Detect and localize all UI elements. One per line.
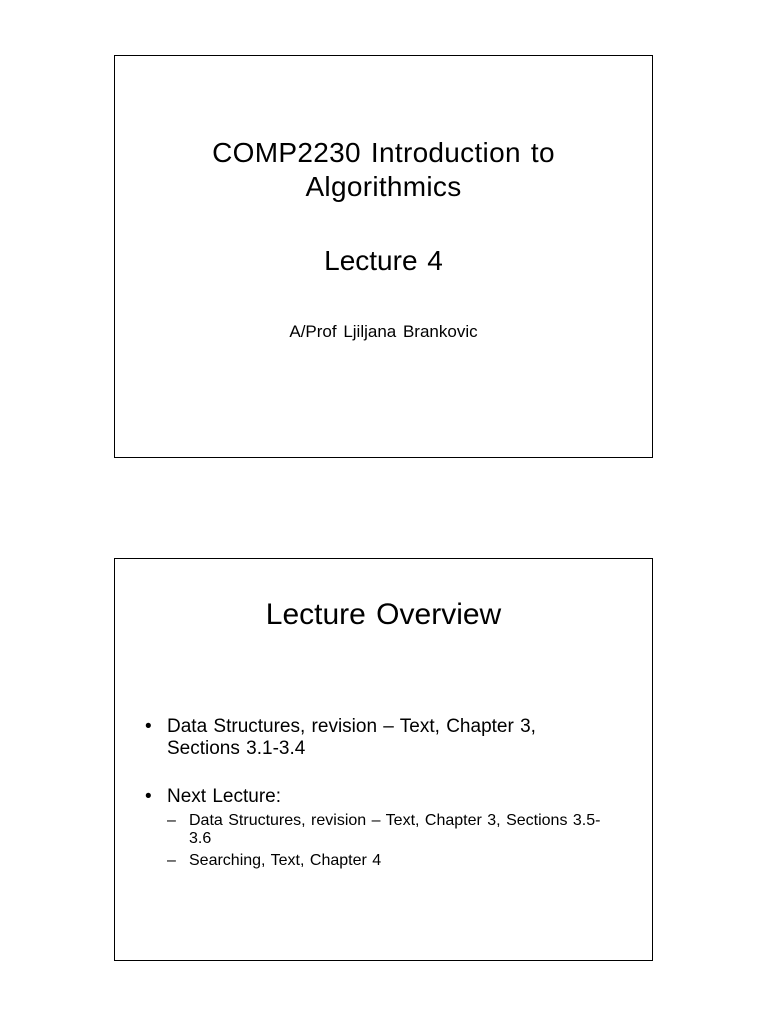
bullet-item bbox=[143, 716, 612, 760]
sub-bullet-text: Data Structures, revision – Text, Chapter 3, Sections 3.5-3.6 bbox=[189, 812, 601, 847]
course-title bbox=[115, 136, 652, 204]
bullet-text: Next Lecture: bbox=[167, 786, 281, 807]
slide-heading: Lecture Overview bbox=[265, 598, 502, 631]
bullet-marker: • bbox=[145, 786, 152, 807]
slide-title bbox=[114, 55, 653, 458]
lecture-number: Lecture 4 bbox=[324, 245, 443, 276]
sub-bullet-item bbox=[167, 812, 612, 848]
bullet-item bbox=[143, 786, 612, 870]
sub-bullet-list bbox=[167, 812, 612, 870]
bullet-text: Data Structures, revision – Text, Chapter 3, Sections 3.1-3.4 bbox=[167, 716, 536, 759]
author-name: A/Prof Ljiljana Brankovic bbox=[289, 322, 478, 341]
sub-bullet-item bbox=[167, 852, 612, 870]
sub-bullet-text: Searching, Text, Chapter 4 bbox=[189, 852, 382, 869]
sub-bullet-marker: – bbox=[167, 852, 176, 869]
course-title-line-2: Algorithmics bbox=[305, 171, 462, 202]
sub-bullet-marker: – bbox=[167, 812, 176, 829]
bullet-marker: • bbox=[145, 716, 152, 737]
bullet-list bbox=[143, 716, 612, 874]
slide-overview bbox=[114, 558, 653, 961]
course-title-line-1: COMP2230 Introduction to bbox=[212, 137, 555, 168]
